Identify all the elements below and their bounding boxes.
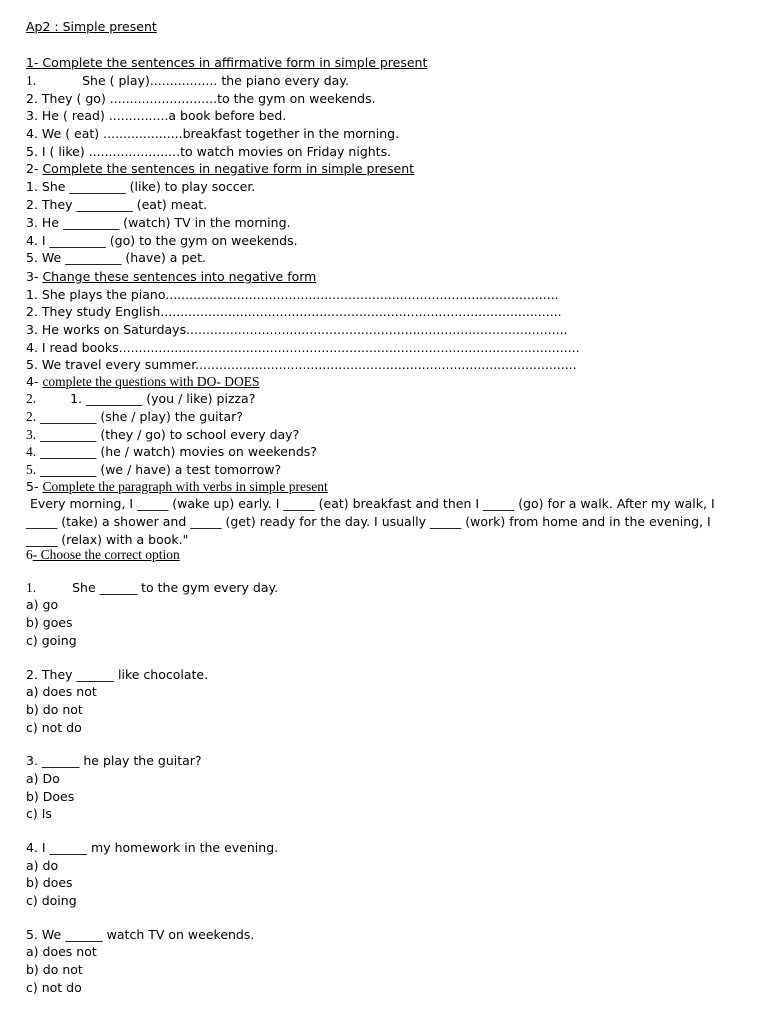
- sec5-paragraph-line-3: _____ (relax) with a book.": [26, 532, 189, 547]
- sec3-item-3: 3. He works on Saturdays................................................................................................: [26, 322, 568, 337]
- sec6-q4-option-b: b) does: [26, 875, 73, 890]
- sec4-item-1: [26, 390, 255, 407]
- sec6-q2-option-c: c) not do: [26, 720, 82, 735]
- sec1-item-1-number: 1.: [26, 73, 37, 88]
- sec6-question-5: 5. We ______ watch TV on weekends.: [26, 927, 255, 942]
- sec6-q2-option-a: a) does not: [26, 684, 97, 699]
- sec5-paragraph-line-1: Every morning, I _____ (wake up) early. I _____ (eat) breakfast and then I _____ (go) for a walk. After my walk, I: [26, 496, 715, 511]
- section-4-heading-text: complete the questions with DO- DOES: [42, 374, 260, 389]
- sec6-q2-option-b: b) do not: [26, 702, 83, 717]
- sec6-q3-option-a: a) Do: [26, 771, 60, 786]
- sec4-item-4-number: 4.: [26, 444, 37, 459]
- sec4-item-4-text: _________ (he / watch) movies on weekends?: [40, 444, 317, 459]
- sec6-q3-option-b: b) Does: [26, 789, 75, 804]
- sec2-item-3: 3. He _________ (watch) TV in the morning.: [26, 215, 291, 230]
- sec6-question-1: [26, 579, 278, 596]
- sec3-item-1: 1. She plays the piano...................................................................................................: [26, 287, 559, 302]
- section-4-prefix: 4-: [26, 374, 43, 389]
- sec4-item-3-text: _________ (they / go) to school every day?: [40, 427, 300, 442]
- section-4-heading: [26, 373, 260, 390]
- sec2-item-4: 4. I _________ (go) to the gym on weekends.: [26, 233, 298, 248]
- sec6-q1-option-b: b) goes: [26, 615, 73, 630]
- sec5-paragraph-line-2: _____ (take) a shower and _____ (get) ready for the day. I usually _____ (work) from home and in the evening, I: [26, 514, 711, 529]
- sec4-item-1-text: 1. _________ (you / like) pizza?: [70, 391, 256, 406]
- sec4-item-5-number: 5.: [26, 462, 37, 477]
- sec1-item-1: [26, 72, 349, 89]
- section-6-heading: [26, 546, 180, 563]
- sec2-item-5: 5. We _________ (have) a pet.: [26, 250, 206, 265]
- sec4-item-3-number: 3.: [26, 427, 37, 442]
- section-1-heading: 1- Complete the sentences in affirmative form in simple present: [26, 55, 428, 70]
- sec2-item-2: 2. They _________ (eat) meat.: [26, 197, 208, 212]
- section-3-prefix: 3-: [26, 269, 43, 284]
- sec6-question-2: 2. They ______ like chocolate.: [26, 667, 209, 682]
- sec4-item-1-number: 2.: [26, 391, 37, 406]
- section-2-heading: [26, 160, 414, 177]
- sec1-item-2: 2. They ( go) ...........................to the gym on weekends.: [26, 91, 376, 106]
- sec4-item-2-text: _________ (she / play) the guitar?: [40, 409, 243, 424]
- section-3-heading-text: Change these sentences into negative form: [42, 269, 317, 284]
- sec6-question-4: 4. I ______ my homework in the evening.: [26, 840, 279, 855]
- sec6-q1-option-c: c) going: [26, 633, 77, 648]
- section-3-heading: [26, 268, 316, 285]
- sec1-item-1-text: She ( play)................. the piano every day.: [82, 73, 349, 88]
- sec4-item-5-text: _________ (we / have) a test tomorrow?: [40, 462, 282, 477]
- sec6-q5-option-b: b) do not: [26, 962, 83, 977]
- sec6-question-1-number: 1.: [26, 580, 37, 595]
- sec6-question-1-text: She ______ to the gym every day.: [72, 580, 279, 595]
- sec2-item-1: 1. She _________ (like) to play soccer.: [26, 179, 256, 194]
- section-5-heading: [26, 478, 328, 495]
- sec4-item-3: [26, 426, 299, 443]
- sec3-item-2: 2. They study English.....................................................................................................: [26, 304, 562, 319]
- section-6-prefix: 6: [26, 547, 33, 562]
- sec6-q4-option-a: a) do: [26, 858, 59, 873]
- section-6-heading-text: - Choose the correct option: [32, 547, 180, 562]
- section-5-prefix: 5-: [26, 479, 43, 494]
- sec6-q4-option-c: c) doing: [26, 893, 77, 908]
- worksheet-title: Ap2 : Simple present: [26, 19, 157, 34]
- sec4-item-2-number: 2.: [26, 409, 37, 424]
- section-2-prefix: 2-: [26, 161, 43, 176]
- sec1-item-5: 5. I ( like) .......................to watch movies on Friday nights.: [26, 144, 392, 159]
- sec1-item-3: 3. He ( read) ...............a book before bed.: [26, 108, 287, 123]
- sec4-item-4: [26, 443, 317, 460]
- sec4-item-2: [26, 408, 243, 425]
- section-5-heading-text: Complete the paragraph with verbs in simple present: [42, 479, 328, 494]
- sec3-item-5: 5. We travel every summer................................................................................................: [26, 357, 577, 372]
- sec6-q3-option-c: c) Is: [26, 806, 52, 821]
- sec6-q1-option-a: a) go: [26, 597, 59, 612]
- sec3-item-4: 4. I read books....................................................................................................................: [26, 340, 580, 355]
- sec6-q5-option-c: c) not do: [26, 980, 82, 995]
- sec1-item-4: 4. We ( eat) ....................breakfast together in the morning.: [26, 126, 400, 141]
- sec6-question-3: 3. ______ he play the guitar?: [26, 753, 202, 768]
- sec6-q5-option-a: a) does not: [26, 944, 97, 959]
- sec4-item-5: [26, 461, 281, 478]
- section-2-heading-text: Complete the sentences in negative form in simple present: [42, 161, 415, 176]
